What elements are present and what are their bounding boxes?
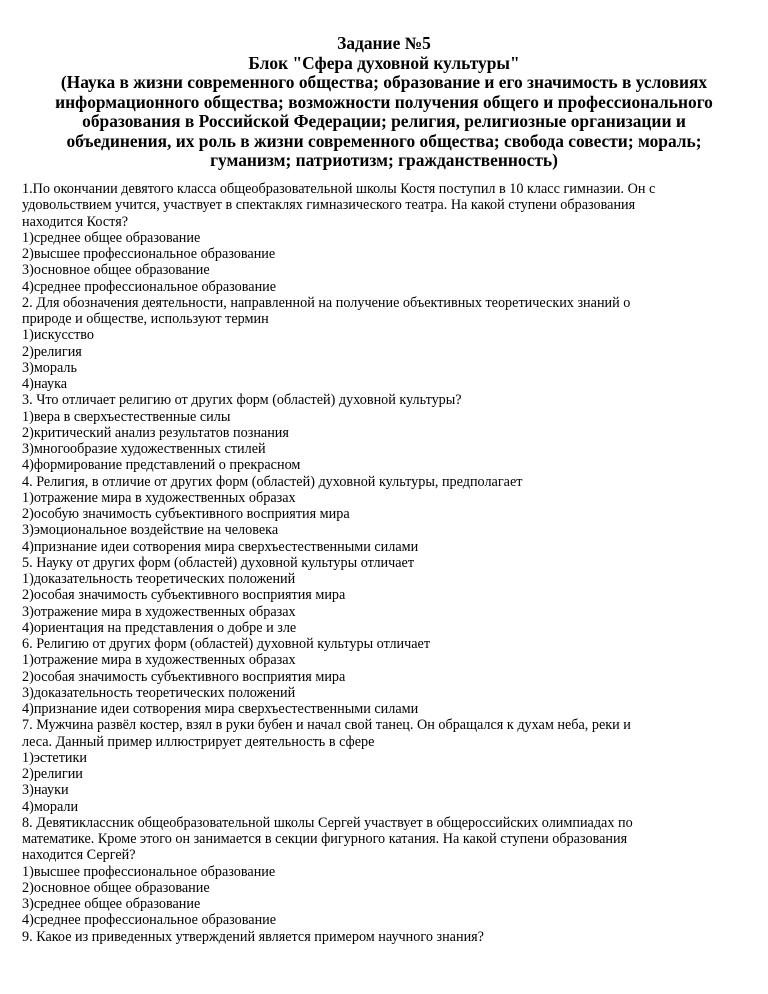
text-line: 8. Девятиклассник общеобразовательной школы Сергей участвует в общероссийских олимпиадах по [22,814,633,831]
text-line: 4)наука [22,376,68,392]
text-line: 2)особая значимость субъективного восприятия мира [22,668,346,685]
text-line: 1)доказательность теоретических положений [22,571,296,587]
text-line: 1)эстетики [22,749,87,766]
text-line: леса. Данный пример иллюстрирует деятельность в сфере [22,733,375,750]
text-line: 1)высшее профессиональное образование [22,863,276,880]
text-line: 2)религия [22,343,82,360]
text-line: 4)морали [22,798,79,815]
text-line: 6. Религию от других форм (областей) духовной культуры отличает [22,636,431,652]
text-line: находится Костя? [22,213,129,230]
text-line: 2)особая значимость субъективного восприятия мира [22,587,346,604]
text-line: 5. Науку от других форм (областей) духовной культуры отличает [22,554,415,571]
text-line: 4)признание идеи сотворения мира сверхъестественными силами [22,701,419,717]
title-line: образования в Российской Федерации; религия, религиозные организации и [82,111,686,131]
text-line: 3)эмоциональное воздействие на человека [22,522,279,539]
text-line: 3)отражение мира в художественных образах [22,603,296,620]
title-line: объединения, их роль в жизни современного общества; свобода совести; мораль; [66,130,702,151]
text-line: 4)среднее профессиональное образование [22,912,277,929]
title-line: Блок "Сфера духовной культуры" [248,52,520,73]
page-title [0,34,768,171]
title-line: (Наука в жизни современного общества; образование и его значимость в условиях [60,72,708,92]
text-line: 2. Для обозначения деятельности, направленной на получение объективных теоретических знаний о [22,294,631,311]
text-line: 3)многообразие художественных стилей [22,441,266,457]
text-line: 7. Мужчина развёл костер, взял в руки бубен и начал свой танец. Он обращался к духам неба, реки и [22,717,631,734]
title-line: гуманизм; патриотизм; гражданственность) [210,150,558,170]
text-line: 1)искусство [22,327,94,344]
text-line: 2)критический анализ результатов познания [22,424,289,441]
text-line: 1)отражение мира в художественных образах [22,489,296,506]
text-line: 3. Что отличает религию от других форм (областей) духовной культуры? [22,392,462,409]
text-line: 4. Религия, в отличие от других форм (областей) духовной культуры, предполагает [22,473,523,490]
text-line: 4)признание идеи сотворения мира сверхъестественными силами [22,538,419,555]
text-line: математике. Кроме этого он занимается в секции фигурного катания. На какой ступени образования [22,831,628,847]
document-body [22,181,752,945]
text-line: 9. Какое из приведенных утверждений является примером научного знания? [22,928,484,945]
text-line: находится Сергей? [22,847,136,864]
text-line: 2)основное общее образование [22,879,210,896]
text-line: 2)религии [22,766,83,782]
text-line: 1)среднее общее образование [22,229,201,246]
text-line: 3)основное общее образование [22,262,210,279]
text-line: 3)науки [22,782,69,799]
text-line: 4)среднее профессиональное образование [22,278,277,295]
text-line: 2)высшее профессиональное образование [22,246,276,262]
text-line: 4)ориентация на представления о добре и зле [22,619,297,636]
text-line: 2)особую значимость субъективного восприятия мира [22,506,350,522]
text-line: 1)вера в сверхъестественные силы [22,408,231,425]
text-line: 3)среднее общее образование [22,896,201,912]
text-line: 4)формирование представлений о прекрасном [22,457,301,474]
title-line: информационного общества; возможности получения общего и профессионального [55,91,713,112]
text-line: удовольствием учится, участвует в спектаклях гимназического театра. На какой ступени образования [22,197,636,214]
text-line: природе и обществе, используют термин [22,311,269,327]
title-line: Задание №5 [337,33,431,53]
text-line: 3)доказательность теоретических положений [22,684,296,701]
text-line: 1)отражение мира в художественных образах [22,652,296,669]
text-line: 1.По окончании девятого класса общеобразовательной школы Костя поступил в 10 класс гимназии. Он с [22,181,656,197]
text-line: 3)мораль [22,359,77,376]
